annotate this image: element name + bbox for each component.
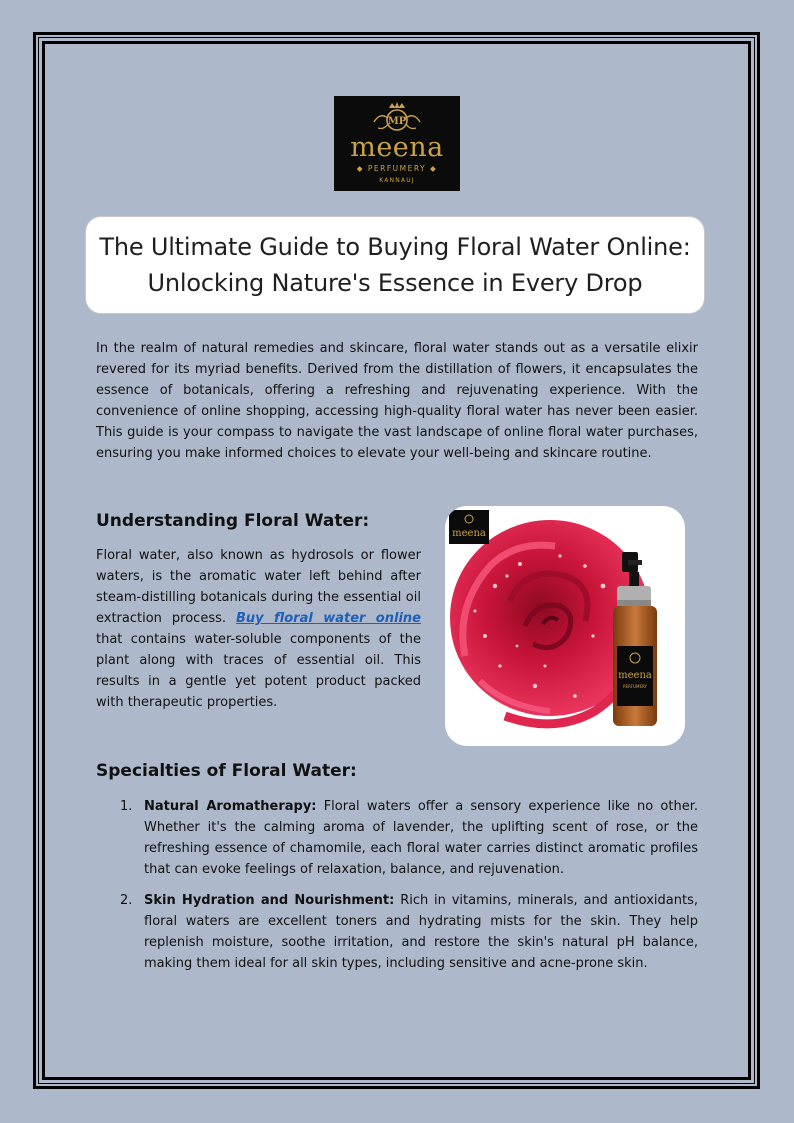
understanding-text-before: Floral water, also known as hydrosols or flower waters, is the aromatic water left behind after steam-distilling botanicals during the essential oil extraction process. [96,548,421,626]
intro-paragraph: In the realm of natural remedies and skincare, floral water stands out as a versatile elixir revered for its myriad benefits. Derived from the distillation of flowers, it encapsulates the essence of botanicals, offering a refreshing and rejuvenating experience. With the convenience of online shopping, accessing high-quality floral water has never been easier. This guide is your compass to navigate the vast landscape of online floral water purchases, ensuring you make informed choices to elevate your well-being and skincare routine. [96,341,698,461]
section-heading-specialties: Specialties of Floral Water: [96,761,357,781]
crown-crest-icon [334,100,460,136]
logo-city: KANNAUJ [379,177,415,184]
logo-brand-name: meena [350,132,444,163]
list-item-number: 1. [120,799,133,814]
logo-monogram: MP [387,116,407,127]
svg-text:meena: meena [618,670,652,681]
list-item-text: Floral waters offer a sensory experience like no other. Whether it's the calming aroma of lavender, the uplifting scent of rose, or the refreshing essence of chamomile, each floral water carries distinct aromatic profiles that can evoke feelings of relaxation, balance, and rejuvenation. [144,799,698,877]
list-item-number: 2. [120,893,133,908]
rose-and-bottle-illustration [445,506,685,746]
title-box [85,216,705,314]
list-item [96,796,698,880]
brand-logo [334,96,460,191]
corner-brand-badge [449,510,489,544]
svg-text:PERFUMERY: PERFUMERY [623,684,647,689]
list-item [96,890,698,974]
section-heading-understanding: Understanding Floral Water: [96,511,370,531]
understanding-text-after: that contains water-soluble components of the plant along with traces of essential oil. This results in a gentle yet potent product packed with therapeutic properties. [96,632,421,710]
buy-floral-water-link[interactable]: Buy floral water online [236,611,421,626]
list-item-text: Rich in vitamins, minerals, and antioxidants, floral waters are excellent toners and hydrating mists for the skin. They help replenish moisture, soothe irritation, and restore the skin's natural pH balance, making them ideal for all skin types, including sensitive and acne-prone skin. [144,893,698,971]
specialties-list [96,796,698,984]
list-item-title: Natural Aromatherapy: [144,799,317,814]
product-image [445,506,685,746]
list-item-title: Skin Hydration and Nourishment: [144,893,395,908]
page-title: The Ultimate Guide to Buying Floral Water Online: Unlocking Nature's Essence in Every Drop [99,233,691,297]
understanding-paragraph [96,545,421,713]
logo-subtitle: ◆ PERFUMERY ◆ [356,164,438,173]
svg-text:meena: meena [452,528,486,539]
